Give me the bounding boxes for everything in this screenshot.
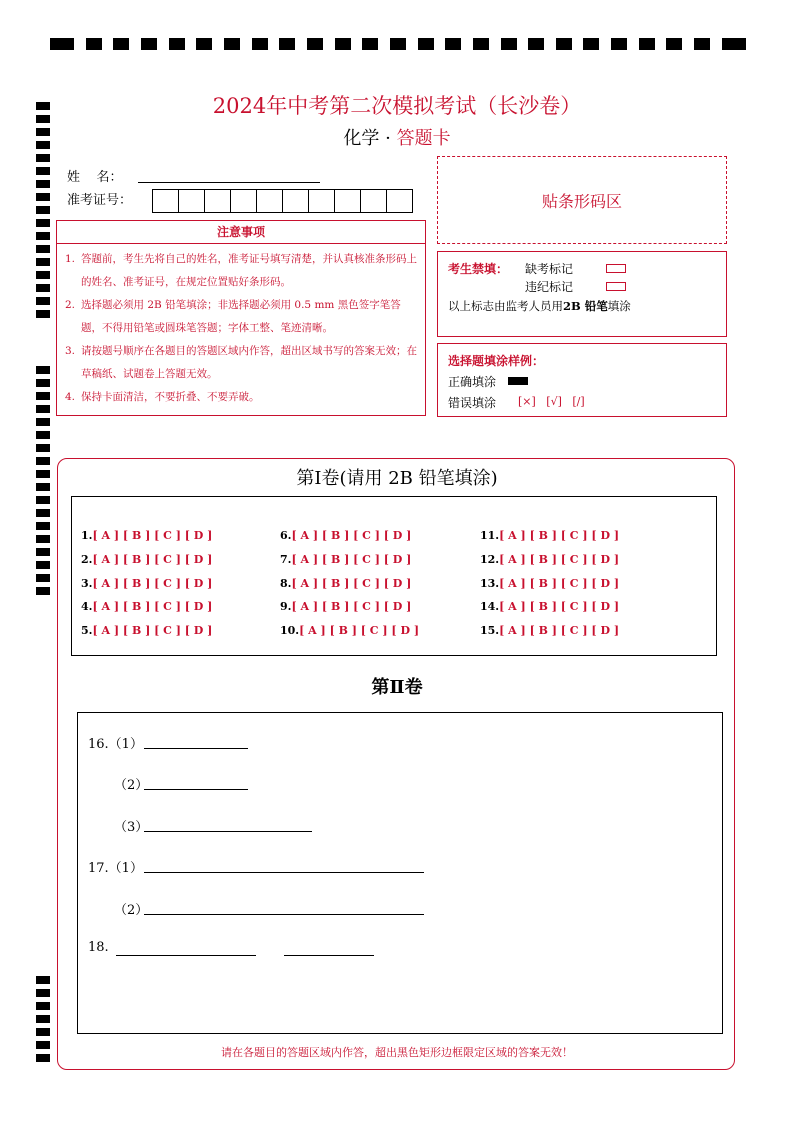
choice-answer-box: [71, 496, 717, 656]
absent-label: 缺考标记: [525, 262, 574, 276]
notice-item: 3. 请按题号顺序在各题目的答题区域内作答，超出区域书写的答案无效；在草稿纸、试题卷上答题无效。: [65, 345, 417, 380]
choice-question[interactable]: 6.[ A ] [ B ] [ C ] [ D ]: [280, 529, 412, 542]
id-number-boxes[interactable]: [152, 189, 413, 213]
barcode-area-label: 贴条形码区: [541, 192, 622, 211]
q18-line-1[interactable]: [116, 954, 256, 956]
q17-part1-label: 17.（1）: [88, 861, 143, 876]
sample-label: 选择题填涂样例：: [448, 354, 545, 368]
written-answer-box: [77, 712, 723, 1034]
section2-title: 第Ⅱ卷: [371, 677, 423, 698]
notice-item: 2. 选择题必须用 2B 铅笔填涂；非选择题必须用 0.5 mm 黑色签字笔答题，不得用铅笔或圆珠笔答题；字体工整、笔迹清晰。: [65, 299, 401, 334]
choice-question[interactable]: 15.[ A ] [ B ] [ C ] [ D ]: [480, 624, 620, 637]
choice-question[interactable]: 11.[ A ] [ B ] [ C ] [ D ]: [480, 529, 620, 542]
q17-part1-line[interactable]: [144, 871, 424, 873]
card-subtitle: [0, 124, 794, 150]
exam-title: 2024年中考第二次模拟考试（长沙卷）: [212, 94, 582, 118]
choice-question[interactable]: 10.[ A ] [ B ] [ C ] [ D ]: [280, 624, 420, 637]
absent-mark-box[interactable]: [606, 264, 626, 273]
id-label: 准考证号：: [67, 193, 133, 208]
section1-title: 第Ⅰ卷(请用 2B 铅笔填涂): [296, 468, 498, 489]
forbidden-note: 以上标志由监考人员用2B 铅笔填涂: [448, 299, 631, 313]
q16-part3-label: （3）: [114, 820, 149, 835]
subject-label: 化学: [343, 128, 380, 149]
subtitle-dot: ·: [385, 128, 391, 149]
q16-part1-label: 16.（1）: [88, 737, 143, 752]
notice-box: [56, 220, 426, 416]
notice-item: 1. 答题前，考生先将自己的姓名，准考证号填写清楚，并认真核准条形码上的姓名、准考证号，在规定位置贴好条形码。: [65, 253, 417, 288]
correct-fill-mark: [508, 377, 528, 385]
choice-question[interactable]: 9.[ A ] [ B ] [ C ] [ D ]: [280, 600, 412, 613]
violation-label: 违纪标记: [525, 280, 574, 294]
q18-line-2[interactable]: [284, 954, 374, 956]
choice-question[interactable]: 4.[ A ] [ B ] [ C ] [ D ]: [81, 600, 213, 613]
q16-part1-line[interactable]: [144, 747, 248, 749]
q18-label: 18.: [88, 940, 109, 955]
q17-part2-label: （2）: [114, 903, 149, 918]
notice-heading: 注意事项: [57, 221, 425, 244]
choice-question[interactable]: 8.[ A ] [ B ] [ C ] [ D ]: [280, 577, 412, 590]
wrong-marks: [×] [√] [/]: [518, 395, 585, 408]
choice-question[interactable]: 7.[ A ] [ B ] [ C ] [ D ]: [280, 553, 412, 566]
forbidden-label: 考生禁填：: [448, 262, 509, 276]
q16-part3-line[interactable]: [144, 830, 312, 832]
forbidden-box: [437, 251, 727, 337]
name-field[interactable]: [138, 166, 320, 183]
name-label: 姓 名：: [67, 170, 123, 185]
choice-question[interactable]: 14.[ A ] [ B ] [ C ] [ D ]: [480, 600, 620, 613]
choice-question[interactable]: 3.[ A ] [ B ] [ C ] [ D ]: [81, 577, 213, 590]
choice-question[interactable]: 12.[ A ] [ B ] [ C ] [ D ]: [480, 553, 620, 566]
correct-label: 正确填涂: [448, 375, 497, 389]
card-label: 答题卡: [396, 128, 451, 149]
choice-question[interactable]: 5.[ A ] [ B ] [ C ] [ D ]: [81, 624, 213, 637]
footer-warning: 请在各题目的答题区域内作答，超出黑色矩形边框限定区域的答案无效！: [221, 1046, 573, 1059]
choice-question[interactable]: 13.[ A ] [ B ] [ C ] [ D ]: [480, 577, 620, 590]
q17-part2-line[interactable]: [144, 913, 424, 915]
q16-part2-label: （2）: [114, 778, 149, 793]
fill-sample-box: [437, 343, 727, 417]
choice-question[interactable]: 1.[ A ] [ B ] [ C ] [ D ]: [81, 529, 213, 542]
wrong-label: 错误填涂: [448, 396, 497, 410]
violation-mark-box[interactable]: [606, 282, 626, 291]
q16-part2-line[interactable]: [144, 788, 248, 790]
choice-question[interactable]: 2.[ A ] [ B ] [ C ] [ D ]: [81, 553, 213, 566]
notice-item: 4. 保持卡面清洁，不要折叠、不要弄破。: [65, 391, 260, 403]
top-registration-marks: [50, 38, 746, 52]
barcode-area: [437, 156, 727, 244]
